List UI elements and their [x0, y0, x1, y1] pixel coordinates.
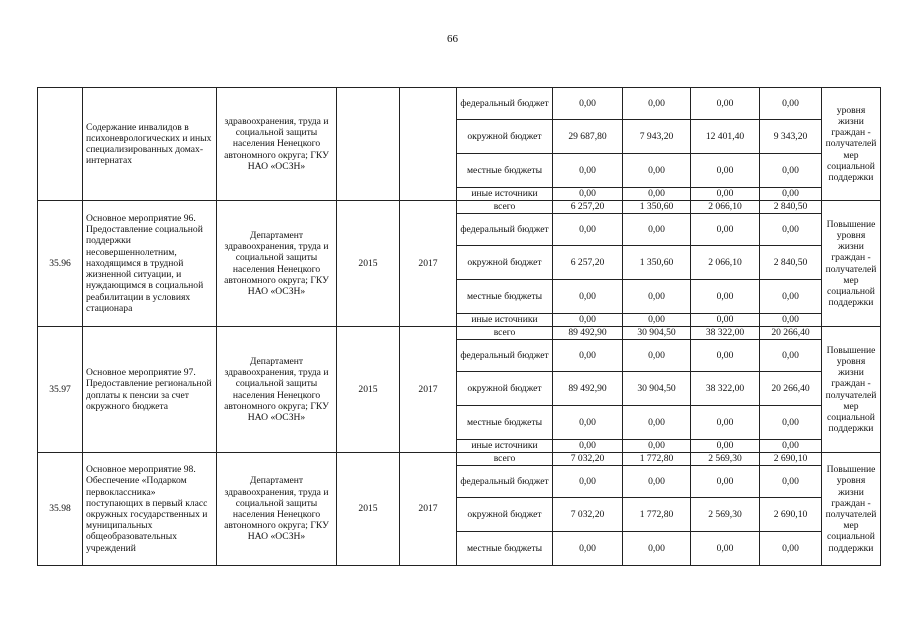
amount-total: 0,00 [553, 280, 623, 314]
funding-source: иные источники [457, 188, 553, 201]
amount-total: 6 257,20 [553, 246, 623, 280]
funding-source: федеральный бюджет [457, 88, 553, 120]
year-end: 2017 [400, 453, 457, 566]
amount-2015: 0,00 [623, 88, 691, 120]
table-row [38, 88, 881, 120]
executor: здравоохранения, труда и социальной защиты населения Ненецкого автономного округа; ГКУ НАО «ОСЗН» [217, 88, 337, 201]
year-start [337, 88, 400, 201]
amount-total: 0,00 [553, 440, 623, 453]
amount-2017: 0,00 [760, 214, 822, 246]
amount-2016: 0,00 [691, 440, 760, 453]
amount-2016: 0,00 [691, 188, 760, 201]
year-end: 2017 [400, 201, 457, 327]
year-end: 2017 [400, 327, 457, 453]
amount-total: 89 492,90 [553, 327, 623, 340]
amount-total: 0,00 [553, 214, 623, 246]
funding-source: иные источники [457, 440, 553, 453]
activity-name: Основное мероприятие 97. Предоставление региональной доплаты к пенсии за счет окружного бюджета [83, 327, 217, 453]
amount-2016: 38 322,00 [691, 372, 760, 406]
expected-result: Повышение уровня жизни граждан - получателей мер социальной поддержки [822, 453, 881, 566]
amount-2015: 1 772,80 [623, 498, 691, 532]
table-row [38, 453, 881, 466]
amount-2015: 0,00 [623, 314, 691, 327]
amount-2016: 0,00 [691, 154, 760, 188]
expected-result: Повышение уровня жизни граждан - получателей мер социальной поддержки [822, 327, 881, 453]
funding-source: всего [457, 453, 553, 466]
amount-total: 0,00 [553, 466, 623, 498]
amount-2017: 20 266,40 [760, 372, 822, 406]
amount-total: 0,00 [553, 340, 623, 372]
amount-2016: 12 401,40 [691, 120, 760, 154]
expected-result: Повышение уровня жизни граждан - получателей мер социальной поддержки [822, 201, 881, 327]
amount-2015: 0,00 [623, 188, 691, 201]
amount-2017: 0,00 [760, 154, 822, 188]
amount-2016: 2 569,30 [691, 498, 760, 532]
activity-name: Основное мероприятие 98. Обеспечение «Подарком первоклассника» поступающих в первый класс окружных государственных и муниципальных общеобразовательных учреждений [83, 453, 217, 566]
amount-2016: 0,00 [691, 466, 760, 498]
executor: Департамент здравоохранения, труда и социальной защиты населения Ненецкого автономного округа; ГКУ НАО «ОСЗН» [217, 453, 337, 566]
table-row [38, 201, 881, 214]
year-start: 2015 [337, 453, 400, 566]
amount-2017: 2 840,50 [760, 201, 822, 214]
program-table [37, 87, 881, 566]
amount-2015: 0,00 [623, 440, 691, 453]
amount-2016: 0,00 [691, 88, 760, 120]
page-number: 66 [447, 33, 458, 45]
amount-2016: 0,00 [691, 532, 760, 566]
amount-total: 89 492,90 [553, 372, 623, 406]
funding-source: местные бюджеты [457, 154, 553, 188]
amount-2016: 0,00 [691, 214, 760, 246]
funding-source: местные бюджеты [457, 532, 553, 566]
year-end [400, 88, 457, 201]
amount-2015: 0,00 [623, 466, 691, 498]
amount-2017: 0,00 [760, 280, 822, 314]
row-number: 35.97 [38, 327, 83, 453]
amount-total: 29 687,80 [553, 120, 623, 154]
funding-source: иные источники [457, 314, 553, 327]
funding-source: окружной бюджет [457, 246, 553, 280]
amount-total: 0,00 [553, 406, 623, 440]
amount-2015: 0,00 [623, 340, 691, 372]
funding-source: федеральный бюджет [457, 340, 553, 372]
amount-2017: 20 266,40 [760, 327, 822, 340]
amount-2016: 38 322,00 [691, 327, 760, 340]
amount-2017: 0,00 [760, 314, 822, 327]
amount-2015: 7 943,20 [623, 120, 691, 154]
amount-total: 7 032,20 [553, 453, 623, 466]
amount-2016: 0,00 [691, 280, 760, 314]
funding-source: окружной бюджет [457, 498, 553, 532]
amount-total: 7 032,20 [553, 498, 623, 532]
amount-2017: 0,00 [760, 466, 822, 498]
activity-name: Основное мероприятие 96. Предоставление социальной поддержки несовершеннолетним, находящимся в трудной жизненной ситуации, и нуждающимся в социальной реабилитации в условиях стационара [83, 201, 217, 327]
amount-2017: 2 690,10 [760, 453, 822, 466]
funding-source: местные бюджеты [457, 280, 553, 314]
amount-2017: 0,00 [760, 188, 822, 201]
amount-2015: 1 772,80 [623, 453, 691, 466]
activity-name: Содержание инвалидов в психоневрологических и иных специализированных домах-интернатах [83, 88, 217, 201]
amount-2017: 0,00 [760, 440, 822, 453]
amount-2017: 0,00 [760, 340, 822, 372]
amount-total: 0,00 [553, 88, 623, 120]
row-number: 35.98 [38, 453, 83, 566]
amount-2016: 0,00 [691, 314, 760, 327]
funding-source: федеральный бюджет [457, 214, 553, 246]
funding-source: всего [457, 201, 553, 214]
amount-total: 0,00 [553, 188, 623, 201]
amount-2016: 0,00 [691, 406, 760, 440]
amount-2016: 2 569,30 [691, 453, 760, 466]
funding-source: всего [457, 327, 553, 340]
amount-2015: 1 350,60 [623, 246, 691, 280]
amount-2015: 0,00 [623, 280, 691, 314]
amount-2015: 0,00 [623, 532, 691, 566]
amount-2017: 2 690,10 [760, 498, 822, 532]
amount-2017: 2 840,50 [760, 246, 822, 280]
executor: Департамент здравоохранения, труда и социальной защиты населения Ненецкого автономного округа; ГКУ НАО «ОСЗН» [217, 201, 337, 327]
amount-2015: 0,00 [623, 406, 691, 440]
expected-result: уровня жизни граждан - получателей мер социальной поддержки [822, 88, 881, 201]
year-start: 2015 [337, 201, 400, 327]
amount-total: 6 257,20 [553, 201, 623, 214]
amount-2016: 0,00 [691, 340, 760, 372]
amount-2015: 30 904,50 [623, 327, 691, 340]
funding-source: окружной бюджет [457, 372, 553, 406]
funding-source: местные бюджеты [457, 406, 553, 440]
amount-total: 0,00 [553, 314, 623, 327]
amount-2016: 2 066,10 [691, 246, 760, 280]
amount-2015: 0,00 [623, 154, 691, 188]
amount-2015: 1 350,60 [623, 201, 691, 214]
amount-2017: 0,00 [760, 532, 822, 566]
table-row [38, 327, 881, 340]
amount-2015: 0,00 [623, 214, 691, 246]
amount-2017: 0,00 [760, 406, 822, 440]
executor: Департамент здравоохранения, труда и социальной защиты населения Ненецкого автономного округа; ГКУ НАО «ОСЗН» [217, 327, 337, 453]
funding-source: окружной бюджет [457, 120, 553, 154]
amount-2017: 9 343,20 [760, 120, 822, 154]
funding-source: федеральный бюджет [457, 466, 553, 498]
row-number [38, 88, 83, 201]
year-start: 2015 [337, 327, 400, 453]
amount-2015: 30 904,50 [623, 372, 691, 406]
amount-total: 0,00 [553, 154, 623, 188]
amount-2016: 2 066,10 [691, 201, 760, 214]
amount-2017: 0,00 [760, 88, 822, 120]
row-number: 35.96 [38, 201, 83, 327]
amount-total: 0,00 [553, 532, 623, 566]
